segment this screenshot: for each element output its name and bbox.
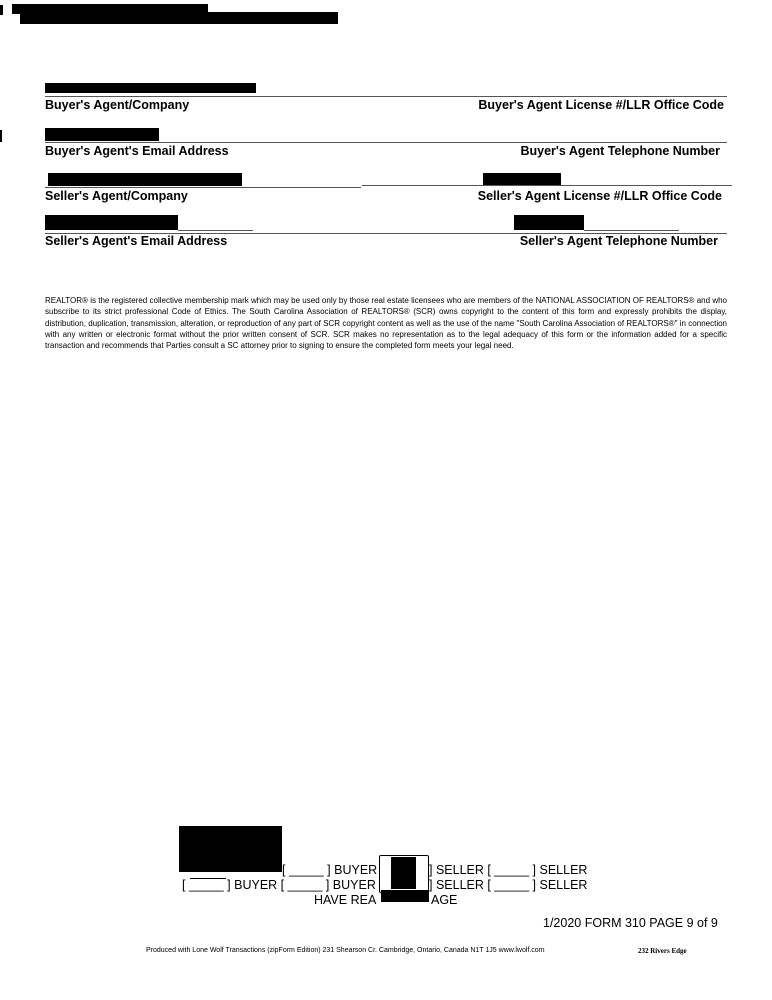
buyer-agent-company-line bbox=[45, 96, 727, 97]
initials-row2-right: ] SELLER [ _____ ] SELLER bbox=[429, 878, 588, 892]
buyer-agent-phone-label: Buyer's Agent Telephone Number bbox=[520, 144, 720, 158]
seller-agent-company-line bbox=[45, 187, 361, 188]
produced-with-note: Produced with Lone Wolf Transactions (zipForm Edition) 231 Shearson Cr. Cambridge, Ontario, Canada N1T 1J5 www.lwolf.com bbox=[146, 947, 545, 954]
seller-agent-phone-label: Seller's Agent Telephone Number bbox=[519, 234, 718, 248]
buyer-agent-company-label: Buyer's Agent/Company bbox=[45, 98, 190, 112]
initials-row1-right: ] SELLER [ _____ ] SELLER bbox=[429, 863, 588, 877]
seller-agent-phone-short-line bbox=[584, 230, 679, 231]
header-redaction-tick bbox=[0, 5, 3, 15]
buyer-agent-email-line bbox=[45, 142, 727, 143]
initials-row3-left: HAVE REA bbox=[314, 893, 377, 907]
seller-agent-company-value bbox=[48, 173, 242, 186]
form-page-indicator: 1/2020 FORM 310 PAGE 9 of 9 bbox=[543, 916, 718, 930]
initials-center-redaction-top bbox=[391, 857, 416, 889]
seller-agent-phone-value bbox=[514, 215, 584, 230]
seller-agent-email-value bbox=[45, 215, 178, 230]
initials-center-redaction-bottom bbox=[381, 890, 429, 902]
buyer-agent-email-label: Buyer's Agent's Email Address bbox=[45, 144, 229, 158]
buyer-agent-license-label: Buyer's Agent License #/LLR Office Code bbox=[478, 98, 724, 112]
seller-agent-license-line bbox=[362, 185, 732, 186]
seller-agent-license-label: Seller's Agent License #/LLR Office Code bbox=[477, 189, 722, 203]
buyer-agent-company-value bbox=[45, 83, 256, 93]
property-address: 232 Rivers Edge bbox=[638, 947, 687, 955]
margin-mark bbox=[0, 130, 2, 142]
seller-agent-email-label: Seller's Agent's Email Address bbox=[45, 234, 228, 248]
seller-agent-email-short-line bbox=[178, 230, 253, 231]
initials-redaction-large bbox=[179, 826, 282, 872]
initials-row2-left: [ _____ ] BUYER [ _____ ] BUYER bbox=[182, 878, 376, 892]
realtor-copyright-notice: REALTOR® is the registered collective membership mark which may be used only by those real estate licensees who are members of the NATIONAL ASSOCIATION OF REALTORS® and who subscribe to its strict professional Code of Ethics. The South Carolina Association of REALTORS® (SCR) owns copyright to the content of this form and expressly prohibits the display, distribution, duplication, transmission, alteration, or reproduction of any part of SCR copyright content as well as the use of the name "South Carolina Association of REALTORS®" in connection with any written or electronic format without the prior written consent of SCR. SCR makes no representation as to the legal adequacy of this form or the information added for a specific transaction and recommends that Parties consult a SC attorney prior to signing to ensure the completed form meets your legal need. bbox=[45, 296, 727, 351]
initials-row1-left: [ _____ ] BUYER bbox=[282, 863, 378, 877]
initials-row3-right: AGE bbox=[431, 893, 458, 907]
seller-agent-company-label: Seller's Agent/Company bbox=[45, 189, 188, 203]
header-redaction-2 bbox=[20, 12, 338, 24]
buyer-agent-email-value bbox=[45, 128, 159, 141]
